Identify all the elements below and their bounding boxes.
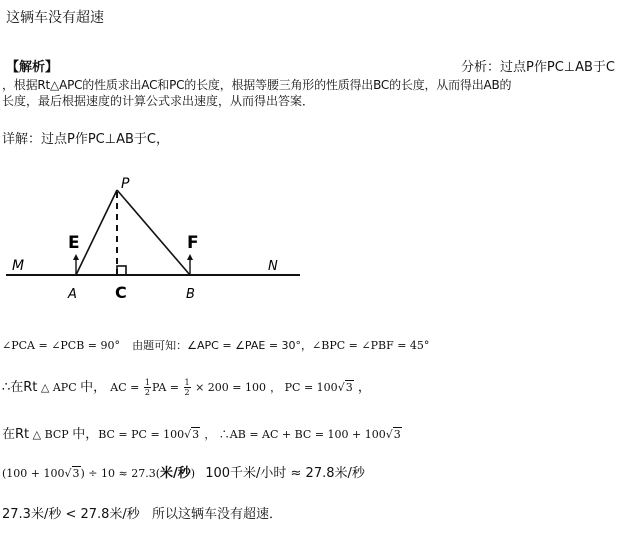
label-b: B <box>186 287 195 302</box>
sqrt-3-b: √3 <box>184 428 200 441</box>
analysis-label: 分析： <box>461 60 501 75</box>
step-3-ab: ， ∴AB = AC + BC = 100 + 100 <box>204 428 386 441</box>
arrow-e-head <box>73 254 79 260</box>
segment-pb <box>117 190 190 275</box>
analysis-head: 过点P作PC⊥AB于C <box>500 60 615 75</box>
geometry-figure <box>0 170 320 305</box>
step-4 <box>2 467 365 480</box>
step-5-compare: 27.3米/秒 < 27.8米/秒 <box>2 507 140 522</box>
analysis-line-3: 长度，最后根据速度的计算公式求出速度，从而得出答案． <box>2 94 315 108</box>
step-1-given: 由题可知：∠APC = ∠PAE = 30° <box>132 339 302 352</box>
step-3-lead: 在Rt <box>2 427 30 442</box>
label-m: M <box>12 258 25 274</box>
fraction-half-2: $\frac{1}{2}$ <box>184 378 190 397</box>
label-f: F <box>187 233 199 253</box>
label-c: C <box>115 283 127 302</box>
step-2-lead: ∴在Rt <box>2 380 38 395</box>
step-2-eq3: × 200 = 100 <box>191 381 267 394</box>
step-2-triangle: △ APC <box>37 381 81 394</box>
sqrt-3-c: √3 <box>385 428 401 441</box>
step-3-triangle: △ BCP <box>29 428 73 441</box>
sqrt-3-d: √3 <box>64 467 80 480</box>
fraction-half-1: $\frac{1}{2}$ <box>144 378 150 397</box>
label-a: A <box>68 287 77 302</box>
analysis-tag: 【解析】 <box>6 60 59 75</box>
label-n: N <box>268 259 278 274</box>
step-5-conclusion: 所以这辆车没有超速． <box>151 507 282 522</box>
step-2-eq2: PA = <box>151 381 183 394</box>
step-3 <box>2 428 402 441</box>
step-5 <box>2 508 282 521</box>
label-e: E <box>68 233 80 253</box>
step-2-eq1: AC = <box>110 381 143 394</box>
step-4-d: 100千米/小时 ≈ 27.8米/秒 <box>205 466 365 481</box>
analysis-line-2: ，根据Rt△APC的性质求出AC和PC的长度，根据等腰三角形的性质得出BC的长度，从而得出AB的 <box>2 78 512 92</box>
step-2 <box>2 378 371 397</box>
sqrt-3-a: √3 <box>337 381 353 394</box>
step-4-b: ) ÷ 10 ≈ 27.3( <box>80 467 161 480</box>
step-2-pc: ， PC = 100 <box>270 381 338 394</box>
step-2-zh: 中， <box>80 380 107 395</box>
step-3-zh: 中， <box>72 427 99 442</box>
step-1-angles: ∠PCA = ∠PCB = 90° <box>2 339 121 352</box>
step-1 <box>2 339 429 352</box>
label-p: P <box>121 176 130 192</box>
step-4-a: (100 + 100 <box>2 467 65 480</box>
step-4-unit: 米/秒 <box>160 466 191 481</box>
segment-pa <box>76 190 117 275</box>
step-1-given-2: ，∠BPC = ∠PBF = 45° <box>301 339 430 352</box>
answer-title: 这辆车没有超速 <box>6 10 104 26</box>
step-2-end: ， <box>357 380 371 395</box>
right-angle-mark <box>117 266 126 275</box>
analysis-block <box>461 61 615 74</box>
arrow-f-head <box>187 254 193 260</box>
step-4-c: ) <box>190 467 196 480</box>
detail-intro: 详解：过点P作PC⊥AB于C， <box>2 132 169 147</box>
step-3-eq: BC = PC = 100 <box>98 428 185 441</box>
